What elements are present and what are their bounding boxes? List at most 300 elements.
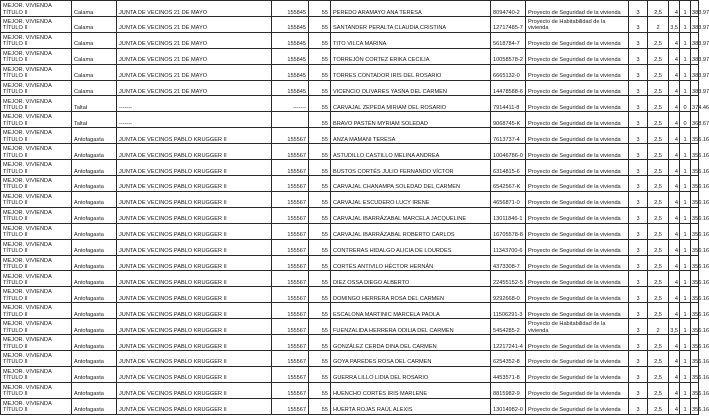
cell-commune: Calama [72, 32, 117, 48]
cell-rut: 8094740-2 [491, 1, 526, 17]
cell-rut: 6314815-6 [491, 160, 526, 176]
cell-commune: Antofagasta [72, 319, 117, 335]
cell-score-b: 2 [648, 319, 669, 335]
cell-score-a: 3 [629, 207, 648, 223]
cell-applicant-name: ESCALONA MARTINIC MARCELA PAOLA [331, 303, 491, 319]
cell-score-c: 4 [669, 255, 680, 271]
table-row [1, 16, 699, 32]
cell-score-b: 2,5 [648, 175, 669, 191]
cell-applicant-name: GONZÁLEZ CERDA DINA DEL CARMEN [331, 335, 491, 351]
cell-ss: 55 [309, 287, 331, 303]
cell-rut: 7613737-4 [491, 128, 526, 144]
cell-org-code: 155567 [272, 287, 309, 303]
cell-program-type: MEJOR. VIVIENDA TÍTULO II [1, 175, 72, 191]
cell-score-c: 4 [669, 80, 680, 96]
cell-commune: Antofagasta [72, 350, 117, 366]
cell-ss: 55 [309, 175, 331, 191]
cell-total-points: 383.97 [691, 64, 699, 80]
cell-rut: 13014982-0 [491, 398, 526, 414]
cell-score-a: 3 [629, 16, 648, 32]
table-row [1, 287, 699, 303]
cell-program-type: MEJOR. VIVIENDA TÍTULO II [1, 350, 72, 366]
cell-score-b: 2,5 [648, 350, 669, 366]
cell-score-b: 2,5 [648, 303, 669, 319]
cell-score-a: 3 [629, 112, 648, 128]
cell-ss: 55 [309, 48, 331, 64]
cell-ss: 55 [309, 1, 331, 17]
cell-total-points: 356.16 [691, 175, 699, 191]
cell-ss: 55 [309, 191, 331, 207]
cell-score-a: 3 [629, 80, 648, 96]
cell-org-code: 155845 [272, 1, 309, 17]
cell-score-a: 3 [629, 175, 648, 191]
cell-project: Proyecto de Habitabilidad de la vivienda [526, 16, 629, 32]
table-row [1, 255, 699, 271]
table-row [1, 207, 699, 223]
cell-ss: 55 [309, 128, 331, 144]
cell-score-a: 3 [629, 319, 648, 335]
cell-commune: Calama [72, 16, 117, 32]
cell-applicant-name: FUENZALIDA HERRERA ODILIA DEL CARMEN [331, 319, 491, 335]
cell-score-b: 2,5 [648, 96, 669, 112]
cell-project: Proyecto de Seguridad de la vivienda [526, 175, 629, 191]
cell-score-c: 4 [669, 128, 680, 144]
cell-project: Proyecto de Seguridad de la vivienda [526, 48, 629, 64]
cell-score-c: 4 [669, 398, 680, 414]
table-row [1, 160, 699, 176]
cell-organization: JUNTA DE VECINOS PABLO KRUGGER II [117, 319, 272, 335]
cell-total-points: 356.16 [691, 366, 699, 382]
cell-project: Proyecto de Seguridad de la vivienda [526, 255, 629, 271]
table-row [1, 335, 699, 351]
cell-score-c: 4 [669, 303, 680, 319]
cell-ss: 55 [309, 223, 331, 239]
cell-ss: 55 [309, 96, 331, 112]
cell-applicant-name: BRAVO PASTÉN MYRIAM SOLEDAD [331, 112, 491, 128]
cell-org-code: 155567 [272, 207, 309, 223]
cell-program-type: MEJOR. VIVIENDA TÍTULO II [1, 239, 72, 255]
cell-score-c: 4 [669, 350, 680, 366]
cell-score-b: 2,5 [648, 160, 669, 176]
table-row [1, 175, 699, 191]
cell-score-c: 4 [669, 144, 680, 160]
cell-project: Proyecto de Seguridad de la vivienda [526, 366, 629, 382]
cell-applicant-name: TORRES CONTADOR IRIS DEL ROSARIO [331, 64, 491, 80]
cell-score-d: 1 [680, 80, 691, 96]
cell-rut: 4373308-7 [491, 255, 526, 271]
cell-score-c: 4 [669, 64, 680, 80]
cell-score-c: 4 [669, 112, 680, 128]
cell-organization: ------- [117, 112, 272, 128]
cell-ss: 55 [309, 144, 331, 160]
cell-score-d: 1 [680, 32, 691, 48]
cell-score-d: 1 [680, 144, 691, 160]
cell-total-points: 356.16 [691, 382, 699, 398]
cell-score-d: 1 [680, 16, 691, 32]
cell-score-c: 4 [669, 382, 680, 398]
cell-project: Proyecto de Seguridad de la vivienda [526, 144, 629, 160]
cell-project: Proyecto de Seguridad de la vivienda [526, 128, 629, 144]
cell-score-b: 2,5 [648, 239, 669, 255]
cell-organization: JUNTA DE VECINOS 21 DE MAYO [117, 64, 272, 80]
cell-org-code: 155845 [272, 64, 309, 80]
cell-score-b: 2,5 [648, 191, 669, 207]
cell-score-a: 3 [629, 398, 648, 414]
cell-score-a: 3 [629, 191, 648, 207]
cell-organization: JUNTA DE VECINOS PABLO KRUGGER II [117, 223, 272, 239]
cell-applicant-name: CARVAJAL ESCUDERO LUCY IRENE [331, 191, 491, 207]
cell-organization: JUNTA DE VECINOS PABLO KRUGGER II [117, 239, 272, 255]
cell-commune: Antofagasta [72, 287, 117, 303]
cell-organization: ------- [117, 96, 272, 112]
cell-org-code: 155567 [272, 398, 309, 414]
cell-organization: JUNTA DE VECINOS PABLO KRUGGER II [117, 382, 272, 398]
cell-rut: 6254352-8 [491, 350, 526, 366]
table-row [1, 32, 699, 48]
cell-score-a: 3 [629, 239, 648, 255]
cell-ss: 55 [309, 319, 331, 335]
cell-org-code [272, 112, 309, 128]
cell-program-type: MEJOR. VIVIENDA TÍTULO II [1, 1, 72, 17]
cell-total-points: 356.16 [691, 160, 699, 176]
table-row [1, 112, 699, 128]
cell-score-a: 3 [629, 144, 648, 160]
cell-score-c: 3,5 [669, 319, 680, 335]
cell-score-a: 3 [629, 303, 648, 319]
cell-org-code: 155567 [272, 239, 309, 255]
cell-ss: 55 [309, 160, 331, 176]
cell-applicant-name: CORTÉS ANTIVILO HÉCTOR HERNÁN [331, 255, 491, 271]
cell-total-points: 356.16 [691, 207, 699, 223]
cell-score-a: 3 [629, 96, 648, 112]
cell-organization: JUNTA DE VECINOS PABLO KRUGGER II [117, 398, 272, 414]
cell-score-a: 3 [629, 160, 648, 176]
cell-score-d: 1 [680, 64, 691, 80]
cell-program-type: MEJOR. VIVIENDA TÍTULO II [1, 271, 72, 287]
table-row [1, 96, 699, 112]
table-row [1, 271, 699, 287]
cell-applicant-name: HUERTA ROJAS RAÚL ALEXIS [331, 398, 491, 414]
cell-score-a: 3 [629, 1, 648, 17]
cell-score-b: 2,5 [648, 398, 669, 414]
cell-org-code: 155567 [272, 144, 309, 160]
cell-program-type: MEJOR. VIVIENDA TÍTULO II [1, 48, 72, 64]
cell-score-d: 0 [680, 96, 691, 112]
cell-rut: 4453571-8 [491, 366, 526, 382]
cell-program-type: MEJOR. VIVIENDA TÍTULO II [1, 335, 72, 351]
cell-program-type: MEJOR. VIVIENDA TÍTULO II [1, 207, 72, 223]
cell-total-points: 356.16 [691, 350, 699, 366]
cell-ss: 55 [309, 207, 331, 223]
cell-ss: 55 [309, 255, 331, 271]
table-row [1, 191, 699, 207]
cell-total-points: 356.16 [691, 223, 699, 239]
cell-program-type: MEJOR. VIVIENDA TÍTULO II [1, 382, 72, 398]
cell-org-code: 155845 [272, 16, 309, 32]
cell-score-a: 3 [629, 271, 648, 287]
cell-commune: Antofagasta [72, 335, 117, 351]
cell-program-type: MEJOR. VIVIENDA TÍTULO II [1, 160, 72, 176]
cell-org-code: 155567 [272, 382, 309, 398]
cell-score-b: 2,5 [648, 144, 669, 160]
cell-project: Proyecto de Habitabilidad de la vivienda [526, 319, 629, 335]
cell-score-c: 4 [669, 239, 680, 255]
cell-org-code: 155567 [272, 319, 309, 335]
cell-score-a: 3 [629, 255, 648, 271]
cell-project: Proyecto de Seguridad de la vivienda [526, 64, 629, 80]
cell-score-b: 2,5 [648, 48, 669, 64]
cell-commune: Antofagasta [72, 144, 117, 160]
table-row [1, 144, 699, 160]
cell-score-c: 4 [669, 366, 680, 382]
cell-org-code: 155567 [272, 303, 309, 319]
table-row [1, 128, 699, 144]
cell-rut: 11343700-6 [491, 239, 526, 255]
cell-organization: JUNTA DE VECINOS 21 DE MAYO [117, 80, 272, 96]
cell-score-d: 0 [680, 112, 691, 128]
cell-program-type: MEJOR. VIVIENDA TÍTULO II [1, 64, 72, 80]
cell-org-code: 155845 [272, 48, 309, 64]
cell-score-d: 1 [680, 255, 691, 271]
cell-score-c: 4 [669, 271, 680, 287]
cell-score-d: 1 [680, 128, 691, 144]
cell-commune: Calama [72, 64, 117, 80]
cell-ss: 55 [309, 239, 331, 255]
cell-program-type: MEJOR. VIVIENDA TÍTULO II [1, 112, 72, 128]
cell-commune: Taltal [72, 96, 117, 112]
cell-organization: JUNTA DE VECINOS PABLO KRUGGER II [117, 335, 272, 351]
cell-commune: Antofagasta [72, 398, 117, 414]
cell-score-b: 2,5 [648, 112, 669, 128]
cell-rut: 12717485-7 [491, 16, 526, 32]
cell-score-b: 2,5 [648, 1, 669, 17]
cell-organization: JUNTA DE VECINOS PABLO KRUGGER II [117, 128, 272, 144]
cell-program-type: MEJOR. VIVIENDA TÍTULO II [1, 191, 72, 207]
cell-rut: 7914411-8 [491, 96, 526, 112]
cell-rut: 8815982-9 [491, 382, 526, 398]
cell-rut: 10046786-0 [491, 144, 526, 160]
cell-score-d: 1 [680, 175, 691, 191]
cell-total-points: 383.97 [691, 80, 699, 96]
cell-total-points: 374.46 [691, 96, 699, 112]
cell-organization: JUNTA DE VECINOS PABLO KRUGGER II [117, 271, 272, 287]
cell-project: Proyecto de Seguridad de la vivienda [526, 382, 629, 398]
cell-total-points: 356.16 [691, 128, 699, 144]
cell-program-type: MEJOR. VIVIENDA TÍTULO II [1, 303, 72, 319]
cell-score-c: 4 [669, 1, 680, 17]
cell-score-d: 1 [680, 398, 691, 414]
cell-ss: 55 [309, 303, 331, 319]
cell-org-code: 155845 [272, 80, 309, 96]
cell-total-points: 356.16 [691, 319, 699, 335]
cell-project: Proyecto de Seguridad de la vivienda [526, 96, 629, 112]
cell-applicant-name: CARVAJAL CHANAMPA SOLEDAD DEL CARMEN [331, 175, 491, 191]
cell-program-type: MEJOR. VIVIENDA TÍTULO II [1, 96, 72, 112]
cell-applicant-name: CARVAJAL ZEPEDA MIRIAM DEL ROSARIO [331, 96, 491, 112]
cell-score-b: 2,5 [648, 287, 669, 303]
cell-total-points: 356.16 [691, 239, 699, 255]
cell-applicant-name: DOMINGO HERRERA ROSA DEL CARMEN [331, 287, 491, 303]
cell-applicant-name: VICENCIO OLIVARES YASNA DEL CARMEN [331, 80, 491, 96]
cell-score-c: 3,5 [669, 16, 680, 32]
cell-applicant-name: GOYA PAREDES ROSA DEL CARMEN [331, 350, 491, 366]
cell-score-b: 2,5 [648, 271, 669, 287]
cell-project: Proyecto de Seguridad de la vivienda [526, 223, 629, 239]
cell-rut: 22455152-5 [491, 271, 526, 287]
table-body [1, 1, 709, 415]
cell-score-c: 4 [669, 160, 680, 176]
cell-org-code: 155567 [272, 128, 309, 144]
cell-score-b: 2,5 [648, 382, 669, 398]
cell-score-d: 1 [680, 271, 691, 287]
cell-score-d: 1 [680, 48, 691, 64]
cell-commune: Calama [72, 1, 117, 17]
table-row [1, 239, 699, 255]
cell-project: Proyecto de Seguridad de la vivienda [526, 287, 629, 303]
cell-score-b: 2,5 [648, 366, 669, 382]
cell-org-code: 155567 [272, 255, 309, 271]
cell-total-points: 383.97 [691, 32, 699, 48]
cell-score-a: 3 [629, 350, 648, 366]
cell-organization: JUNTA DE VECINOS PABLO KRUGGER II [117, 144, 272, 160]
cell-organization: JUNTA DE VECINOS 21 DE MAYO [117, 16, 272, 32]
cell-organization: JUNTA DE VECINOS PABLO KRUGGER II [117, 303, 272, 319]
cell-score-c: 4 [669, 48, 680, 64]
cell-organization: JUNTA DE VECINOS PABLO KRUGGER II [117, 160, 272, 176]
cell-ss: 55 [309, 350, 331, 366]
cell-applicant-name: TORREJÓN CORTEZ ERIKA CECILIA [331, 48, 491, 64]
cell-score-a: 3 [629, 335, 648, 351]
cell-commune: Antofagasta [72, 160, 117, 176]
cell-total-points: 356.16 [691, 191, 699, 207]
cell-organization: JUNTA DE VECINOS PABLO KRUGGER II [117, 350, 272, 366]
cell-score-d: 1 [680, 191, 691, 207]
cell-ss: 55 [309, 366, 331, 382]
cell-org-code: 155567 [272, 366, 309, 382]
cell-commune: Antofagasta [72, 239, 117, 255]
cell-commune: Antofagasta [72, 207, 117, 223]
table-row [1, 350, 699, 366]
cell-org-code: 155567 [272, 175, 309, 191]
cell-program-type: MEJOR. VIVIENDA TÍTULO II [1, 128, 72, 144]
cell-ss: 55 [309, 112, 331, 128]
cell-program-type: MEJOR. VIVIENDA TÍTULO II [1, 223, 72, 239]
cell-total-points: 356.16 [691, 287, 699, 303]
cell-score-c: 4 [669, 335, 680, 351]
cell-rut: 12217241-4 [491, 335, 526, 351]
cell-project: Proyecto de Seguridad de la vivienda [526, 1, 629, 17]
cell-organization: JUNTA DE VECINOS PABLO KRUGGER II [117, 207, 272, 223]
cell-score-a: 3 [629, 128, 648, 144]
cell-rut: 5618784-7 [491, 32, 526, 48]
cell-rut: 9068745-K [491, 112, 526, 128]
cell-applicant-name: CONTRERAS HIDALGO ALICIA DE LOURDES [331, 239, 491, 255]
cell-applicant-name: CARVAJAL IBARRÁZABAL MARCELA JACQUELINE [331, 207, 491, 223]
cell-org-code: ------- [272, 96, 309, 112]
cell-commune: Calama [72, 80, 117, 96]
cell-applicant-name: HUENCHO CORTÉS IRIS MARLENE [331, 382, 491, 398]
cell-rut: 10058578-2 [491, 48, 526, 64]
cell-total-points: 368.67 [691, 112, 699, 128]
table-row [1, 366, 699, 382]
cell-commune: Antofagasta [72, 191, 117, 207]
cell-commune: Antofagasta [72, 303, 117, 319]
cell-score-d: 1 [680, 335, 691, 351]
cell-org-code: 155567 [272, 223, 309, 239]
table-row [1, 382, 699, 398]
cell-rut: 4656871-0 [491, 191, 526, 207]
cell-score-b: 2,5 [648, 32, 669, 48]
cell-commune: Antofagasta [72, 128, 117, 144]
cell-rut: 13011846-1 [491, 207, 526, 223]
cell-total-points: 356.16 [691, 335, 699, 351]
cell-commune: Antofagasta [72, 175, 117, 191]
cell-organization: JUNTA DE VECINOS PABLO KRUGGER II [117, 287, 272, 303]
cell-score-c: 4 [669, 287, 680, 303]
table-row [1, 223, 699, 239]
cell-score-d: 1 [680, 303, 691, 319]
cell-project: Proyecto de Seguridad de la vivienda [526, 335, 629, 351]
cell-program-type: MEJOR. VIVIENDA TÍTULO II [1, 255, 72, 271]
cell-ss: 55 [309, 32, 331, 48]
cell-score-b: 2,5 [648, 223, 669, 239]
cell-score-d: 1 [680, 207, 691, 223]
cell-score-d: 1 [680, 160, 691, 176]
cell-score-a: 3 [629, 64, 648, 80]
table-row [1, 48, 699, 64]
cell-program-type: MEJOR. VIVIENDA TÍTULO II [1, 32, 72, 48]
cell-total-points: 383.97 [691, 16, 699, 32]
cell-score-b: 2,5 [648, 128, 669, 144]
cell-score-a: 3 [629, 287, 648, 303]
cell-ss: 55 [309, 398, 331, 414]
cell-commune: Antofagasta [72, 223, 117, 239]
cell-commune: Antofagasta [72, 366, 117, 382]
table-row [1, 319, 699, 335]
cell-score-b: 2,5 [648, 207, 669, 223]
cell-organization: JUNTA DE VECINOS 21 DE MAYO [117, 48, 272, 64]
cell-applicant-name: DIEZ OSSA DIEGO ALBERTO [331, 271, 491, 287]
cell-rut: 5454285-2 [491, 319, 526, 335]
cell-total-points: 383.97 [691, 1, 699, 17]
cell-score-c: 4 [669, 96, 680, 112]
cell-project: Proyecto de Seguridad de la vivienda [526, 350, 629, 366]
cell-score-b: 2 [648, 16, 669, 32]
cell-rut: 6665132-0 [491, 64, 526, 80]
cell-rut: 9292668-0 [491, 287, 526, 303]
cell-program-type: MEJOR. VIVIENDA TÍTULO II [1, 144, 72, 160]
cell-commune: Antofagasta [72, 382, 117, 398]
cell-score-b: 2,5 [648, 64, 669, 80]
cell-score-b: 2,5 [648, 335, 669, 351]
cell-rut: 11506291-3 [491, 303, 526, 319]
cell-total-points: 356.16 [691, 398, 699, 414]
cell-score-c: 4 [669, 191, 680, 207]
cell-organization: JUNTA DE VECINOS PABLO KRUGGER II [117, 175, 272, 191]
cell-ss: 55 [309, 64, 331, 80]
cell-org-code: 155567 [272, 160, 309, 176]
cell-applicant-name: ASTUDILLO CASTILLO MELINA ANDREA [331, 144, 491, 160]
cell-commune: Calama [72, 48, 117, 64]
cell-organization: JUNTA DE VECINOS 21 DE MAYO [117, 32, 272, 48]
cell-project: Proyecto de Seguridad de la vivienda [526, 191, 629, 207]
cell-commune: Antofagasta [72, 271, 117, 287]
cell-project: Proyecto de Seguridad de la vivienda [526, 32, 629, 48]
cell-program-type: MEJOR. VIVIENDA TÍTULO II [1, 319, 72, 335]
cell-score-a: 3 [629, 48, 648, 64]
cell-commune: Taltal [72, 112, 117, 128]
cell-project: Proyecto de Seguridad de la vivienda [526, 303, 629, 319]
